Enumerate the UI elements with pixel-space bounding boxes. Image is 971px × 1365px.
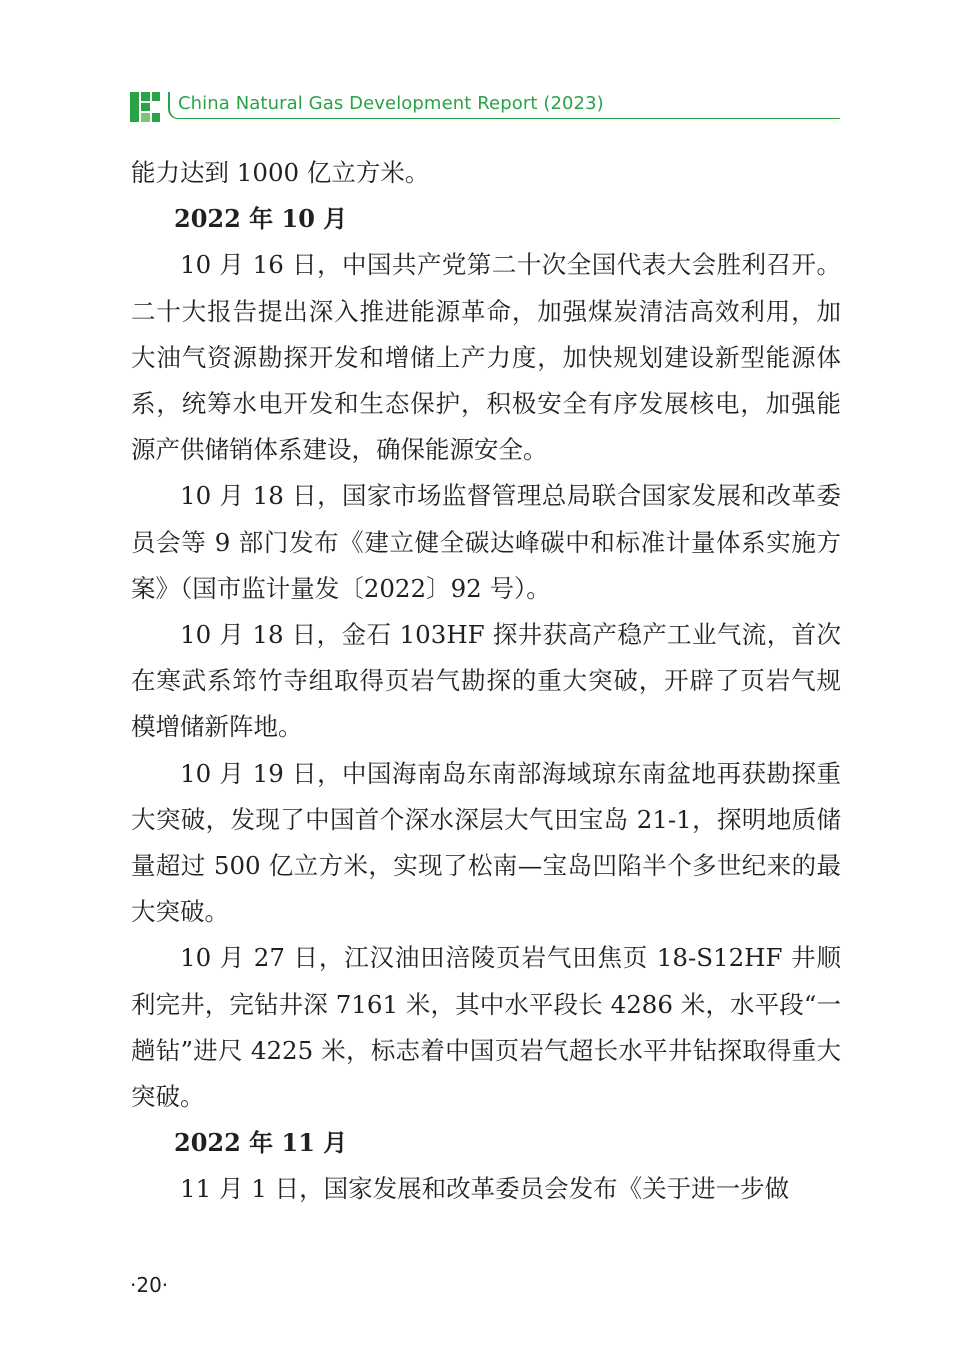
section-heading-2022-11: 2022 年 11 月 xyxy=(174,1128,348,1158)
paragraph-oct-16: 10 月 16 日，中国共产党第二十次全国代表大会胜利召开。二十大报告提出深入推进能源革命，加强煤炭清洁高效利用，加大油气资源勘探开发和增储上产力度，加快规划建设新型能源体系，统筹水电开发和生态保护，积极安全有序发展核电，加强能源产供储销体系建设，确保能源安全。 xyxy=(131,250,841,465)
paragraph-oct-19: 10 月 19 日，中国海南岛东南部海域琼东南盆地再获勘探重大突破，发现了中国首个深水深层大气田宝岛 21-1，探明地质储量超过 500 亿立方米，实现了松南—宝岛凹陷半个多世纪来的最大突破。 xyxy=(131,758,841,927)
paragraph-oct-27: 10 月 27 日，江汉油田涪陵页岩气田焦页 18-S12HF 井顺利完井，完钻井深 7161 米，其中水平段长 4286 米，水平段“一趟钻”进尺 4225 米，标志着中国页岩气超长水平井钻探取得重大突破。 xyxy=(131,943,841,1112)
running-header xyxy=(130,88,840,122)
paragraph-continuation: 能力达到 1000 亿立方米。 xyxy=(131,158,430,187)
page-body xyxy=(131,150,841,1213)
page-number: ·20· xyxy=(130,1273,169,1297)
green-pixel-logo-icon xyxy=(130,92,160,122)
paragraph-oct-18-jinshi: 10 月 18 日，金石 103HF 探井获高产稳产工业气流，首次在寒武系筇竹寺组取得页岩气勘探的重大突破，开辟了页岩气规模增储新阵地。 xyxy=(131,620,841,742)
header-title: China Natural Gas Development Report (2023) xyxy=(178,93,604,114)
header-title-frame xyxy=(168,92,840,119)
paragraph-nov-1: 11 月 1 日，国家发展和改革委员会发布《关于进一步做 xyxy=(180,1174,790,1204)
paragraph-oct-18-standards: 10 月 18 日，国家市场监督管理总局联合国家发展和改革委员会等 9 部门发布《建立健全碳达峰碳中和标准计量体系实施方案》（国市监计量发〔2022〕92 号）。 xyxy=(131,481,841,603)
section-heading-2022-10: 2022 年 10 月 xyxy=(174,204,348,234)
